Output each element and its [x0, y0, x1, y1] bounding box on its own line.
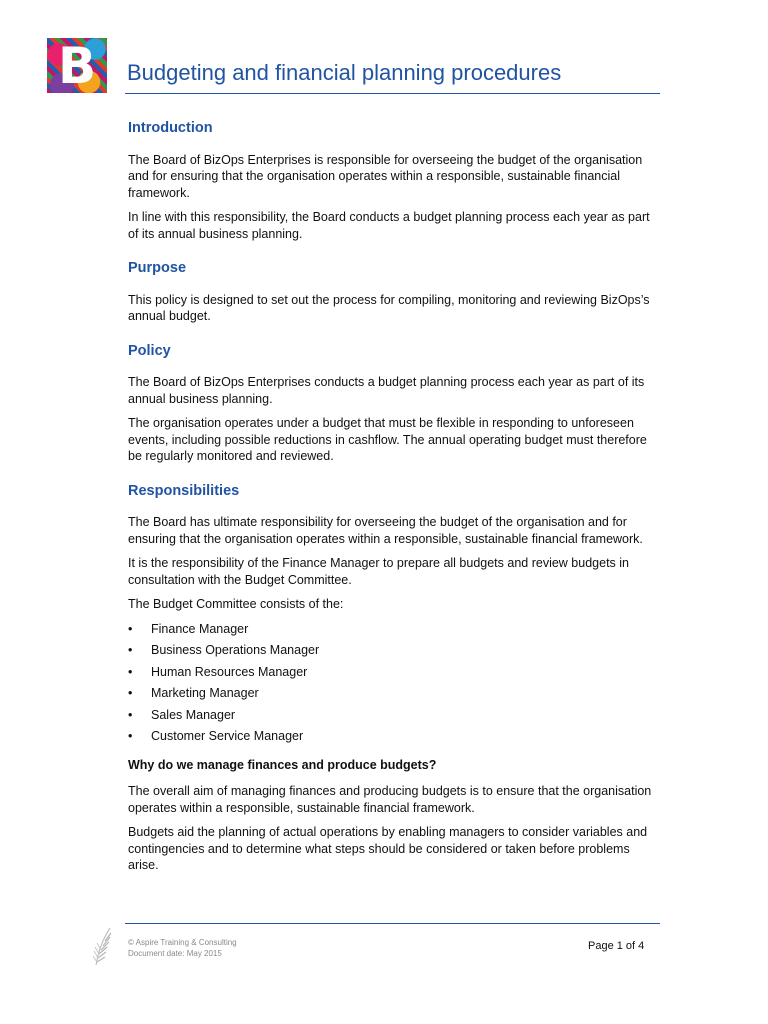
list-item: • Sales Manager	[128, 707, 660, 724]
paragraph: The Board of BizOps Enterprises is responsible for overseeing the budget of the organisation and for ensuring that the organisation operates within a responsible, sustainable financial framework.	[128, 152, 643, 200]
budget-committee-list	[128, 621, 660, 745]
heading-purpose: Purpose	[128, 260, 187, 276]
footer-document-date: Document date: May 2015	[128, 949, 222, 958]
paragraph: It is the responsibility of the Finance Manager to prepare all budgets and review budgets in consultation with the Budget Committee.	[128, 556, 629, 587]
list-item: • Finance Manager	[128, 621, 660, 638]
section-introduction	[128, 114, 660, 242]
document-body	[128, 114, 660, 882]
document-title: Budgeting and financial planning procedures	[127, 60, 562, 85]
paragraph: The Budget Committee consists of the:	[128, 597, 344, 611]
logo-letter: B	[57, 36, 97, 95]
paragraph: Budgets aid the planning of actual operations by enabling managers to consider variables and contingencies and to determine what steps should be considered or taken before problems arise.	[128, 825, 648, 872]
list-item: • Human Resources Manager	[128, 664, 660, 681]
section-purpose	[128, 254, 660, 325]
paragraph: The Board has ultimate responsibility for overseeing the budget of the organisation and for ensuring that the organisation operates within a responsible, sustainable financial framework.	[128, 515, 643, 546]
list-item: • Business Operations Manager	[128, 642, 660, 659]
section-policy	[128, 337, 660, 465]
paragraph: The overall aim of managing finances and producing budgets is to ensure that the organisation operates within a responsible, sustainable financial framework.	[128, 784, 652, 815]
heading-introduction: Introduction	[128, 120, 213, 136]
paragraph: This policy is designed to set out the process for compiling, monitoring and reviewing BizOps’s annual budget.	[128, 292, 650, 323]
section-responsibilities	[128, 477, 660, 874]
footer-divider	[125, 923, 660, 924]
paragraph: In line with this responsibility, the Board conducts a budget planning process each year as part of its annual business planning.	[128, 210, 650, 241]
footer-copyright: © Aspire Training & Consulting	[128, 938, 237, 947]
paragraph: The Board of BizOps Enterprises conducts a budget planning process each year as part of its annual business planning.	[128, 375, 645, 406]
heading-policy: Policy	[128, 342, 171, 359]
title-divider	[125, 93, 660, 94]
subheading-why-budgets: Why do we manage finances and produce budgets?	[128, 757, 437, 772]
paragraph: The organisation operates under a budget that must be flexible in responding to unforeseen events, including possible reductions in cashflow. The annual operating budget must therefore be regularly monitored and reviewed.	[128, 416, 647, 463]
feather-icon	[92, 926, 114, 966]
company-logo	[47, 38, 107, 93]
footer-info	[128, 937, 237, 959]
page-number: Page 1 of 4	[588, 940, 645, 952]
list-item: • Customer Service Manager	[128, 728, 660, 745]
list-item: • Marketing Manager	[128, 685, 660, 702]
heading-responsibilities: Responsibilities	[128, 482, 240, 499]
